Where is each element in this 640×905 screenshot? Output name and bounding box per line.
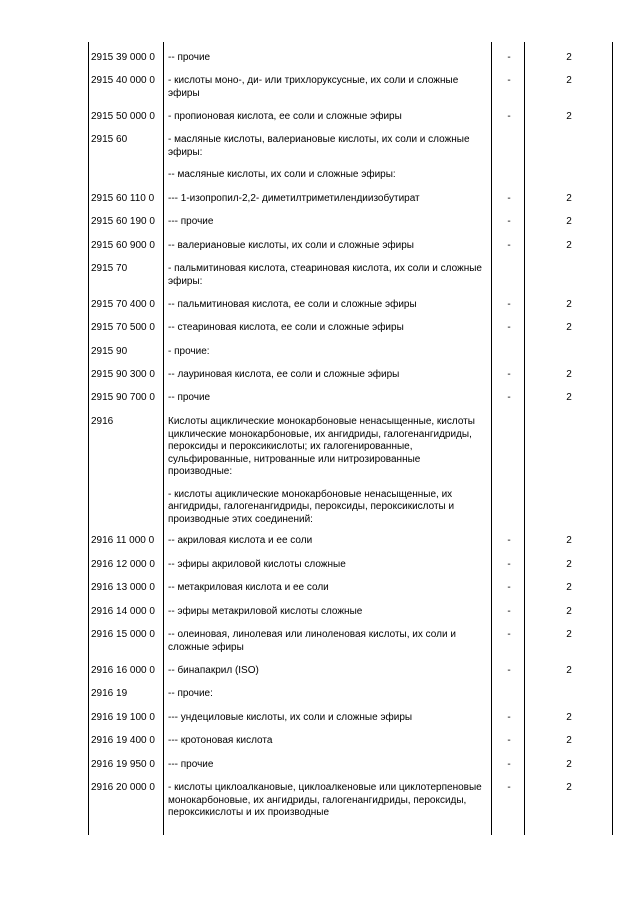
description-paragraph: --- кротоновая кислота	[168, 735, 273, 746]
rate-value: 2	[566, 240, 572, 251]
rate-value: 2	[566, 193, 572, 204]
rate-value: 2	[566, 782, 572, 793]
column-c-value: -	[507, 216, 511, 227]
goods-description	[168, 606, 486, 619]
tariff-code: 2915 90 300 0	[91, 369, 155, 380]
column-c-value: -	[507, 369, 511, 380]
description-paragraph: -- пальмитиновая кислота, ее соли и сложные эфиры	[168, 299, 417, 310]
rate-value: 2	[566, 299, 572, 310]
description-paragraph: - пальмитиновая кислота, стеариновая кислота, их соли и сложные эфиры:	[168, 263, 482, 287]
rate-value: 2	[566, 759, 572, 770]
tariff-code: 2915 50 000 0	[91, 111, 155, 122]
tariff-code: 2916 19 100 0	[91, 712, 155, 723]
rate-value: 2	[566, 392, 572, 403]
goods-description	[168, 75, 486, 100]
tariff-code: 2916 19 950 0	[91, 759, 155, 770]
goods-description	[168, 369, 486, 382]
column-c-value: -	[507, 759, 511, 770]
description-paragraph: -- прочие	[168, 392, 211, 403]
description-paragraph: Кислоты ациклические монокарбоновые ненасыщенные, кислоты циклические монокарбоновые, их ангидриды, галогенангидриды, пероксиды и пероксикислоты; их галогенированные, сульфированные, нитрованные или нитрозированные производные:	[168, 416, 475, 477]
tariff-code: 2915 70 500 0	[91, 322, 155, 333]
tariff-code: 2916 16 000 0	[91, 665, 155, 676]
column-c-value: -	[507, 111, 511, 122]
rate-value: 2	[566, 75, 572, 86]
column-divider-code	[163, 42, 164, 835]
goods-description	[168, 759, 486, 772]
rate-value: 2	[566, 582, 572, 593]
goods-description	[168, 392, 486, 405]
tariff-code: 2916 19 400 0	[91, 735, 155, 746]
goods-description	[168, 240, 486, 253]
goods-description	[168, 416, 486, 526]
description-paragraph: -- бинапакрил (ISO)	[168, 665, 259, 676]
goods-description	[168, 263, 486, 288]
description-paragraph: --- 1-изопропил-2,2- диметилтриметилендиизобутират	[168, 193, 420, 204]
column-c-value: -	[507, 299, 511, 310]
rate-value: 2	[566, 369, 572, 380]
goods-description	[168, 193, 486, 206]
goods-description	[168, 299, 486, 312]
column-c-value: -	[507, 629, 511, 640]
tariff-code: 2915 39 000 0	[91, 52, 155, 63]
rate-value: 2	[566, 111, 572, 122]
tariff-code: 2915 90 700 0	[91, 392, 155, 403]
description-paragraph: - кислоты ациклические монокарбоновые ненасыщенные, их ангидриды, галогенангидриды, пероксиды, пероксикислоты и производные этих соединений:	[168, 488, 455, 525]
tariff-code: 2916 13 000 0	[91, 582, 155, 593]
tariff-code: 2916 12 000 0	[91, 559, 155, 570]
description-paragraph: -- лауриновая кислота, ее соли и сложные эфиры	[168, 369, 400, 380]
goods-description	[168, 559, 486, 572]
goods-description	[168, 582, 486, 595]
description-paragraph: - масляные кислоты, валериановые кислоты, их соли и сложные эфиры:	[168, 134, 470, 158]
description-paragraph: -- эфиры акриловой кислоты сложные	[168, 559, 346, 570]
rate-value: 2	[566, 216, 572, 227]
description-paragraph: - кислоты моно-, ди- или трихлоруксусные, их соли и сложные эфиры	[168, 75, 459, 99]
description-paragraph: -- метакриловая кислота и ее соли	[168, 582, 329, 593]
goods-description	[168, 52, 486, 65]
goods-description	[168, 712, 486, 725]
goods-description	[168, 535, 486, 548]
tariff-code: 2915 90	[91, 346, 128, 357]
column-c-value: -	[507, 712, 511, 723]
goods-description	[168, 629, 486, 654]
goods-description	[168, 322, 486, 335]
goods-description	[168, 216, 486, 229]
column-c-value: -	[507, 52, 511, 63]
column-c-value: -	[507, 75, 511, 86]
column-c-value: -	[507, 193, 511, 204]
column-divider-description	[491, 42, 492, 835]
tariff-code: 2916 11 000 0	[91, 535, 155, 546]
goods-description	[168, 665, 486, 678]
column-c-value: -	[507, 240, 511, 251]
tariff-code: 2915 60 900 0	[91, 240, 155, 251]
description-paragraph: --- прочие	[168, 759, 214, 770]
description-paragraph: -- эфиры метакриловой кислоты сложные	[168, 606, 363, 617]
tariff-code: 2916	[91, 416, 114, 427]
tariff-code: 2916 19	[91, 688, 128, 699]
description-paragraph: -- масляные кислоты, их соли и сложные эфиры:	[168, 169, 396, 180]
tariff-code: 2916 20 000 0	[91, 782, 155, 793]
table-border-right	[612, 42, 613, 835]
rate-value: 2	[566, 606, 572, 617]
column-c-value: -	[507, 392, 511, 403]
column-c-value: -	[507, 322, 511, 333]
description-paragraph: -- акриловая кислота и ее соли	[168, 535, 313, 546]
goods-description	[168, 111, 486, 124]
column-divider-rate	[524, 42, 525, 835]
goods-description	[168, 346, 486, 359]
tariff-code: 2916 14 000 0	[91, 606, 155, 617]
description-paragraph: --- ундециловые кислоты, их соли и сложные эфиры	[168, 712, 413, 723]
description-paragraph: -- стеариновая кислота, ее соли и сложные эфиры	[168, 322, 404, 333]
column-c-value: -	[507, 535, 511, 546]
rate-value: 2	[566, 735, 572, 746]
rate-value: 2	[566, 665, 572, 676]
goods-description	[168, 735, 486, 748]
tariff-code: 2915 70	[91, 263, 128, 274]
description-paragraph: -- прочие:	[168, 688, 213, 699]
description-paragraph: -- олеиновая, линолевая или линоленовая кислоты, их соли и сложные эфиры	[168, 629, 456, 653]
tariff-code: 2916 15 000 0	[91, 629, 155, 640]
goods-description	[168, 688, 486, 701]
column-c-value: -	[507, 665, 511, 676]
rate-value: 2	[566, 559, 572, 570]
tariff-code: 2915 60 110 0	[91, 193, 155, 204]
rate-value: 2	[566, 322, 572, 333]
description-paragraph: --- прочие	[168, 216, 214, 227]
description-paragraph: -- прочие	[168, 52, 211, 63]
tariff-code: 2915 40 000 0	[91, 75, 155, 86]
goods-description	[168, 782, 486, 820]
rate-value: 2	[566, 535, 572, 546]
column-c-value: -	[507, 606, 511, 617]
tariff-code: 2915 60	[91, 134, 128, 145]
description-paragraph: - прочие:	[168, 346, 210, 357]
tariff-code: 2915 70 400 0	[91, 299, 155, 310]
goods-description	[168, 134, 486, 182]
description-paragraph: - пропионовая кислота, ее соли и сложные эфиры	[168, 111, 402, 122]
tariff-code: 2915 60 190 0	[91, 216, 155, 227]
column-c-value: -	[507, 782, 511, 793]
rate-value: 2	[566, 52, 572, 63]
description-paragraph: -- валериановые кислоты, их соли и сложные эфиры	[168, 240, 414, 251]
column-c-value: -	[507, 559, 511, 570]
description-paragraph: - кислоты циклоалкановые, циклоалкеновые или циклотерпеновые монокарбоновые, их ангидриды, галогенангидриды, пероксиды, пероксикислоты и их производные	[168, 782, 482, 818]
table-border-left	[88, 42, 89, 835]
column-c-value: -	[507, 735, 511, 746]
rate-value: 2	[566, 629, 572, 640]
rate-value: 2	[566, 712, 572, 723]
column-c-value: -	[507, 582, 511, 593]
